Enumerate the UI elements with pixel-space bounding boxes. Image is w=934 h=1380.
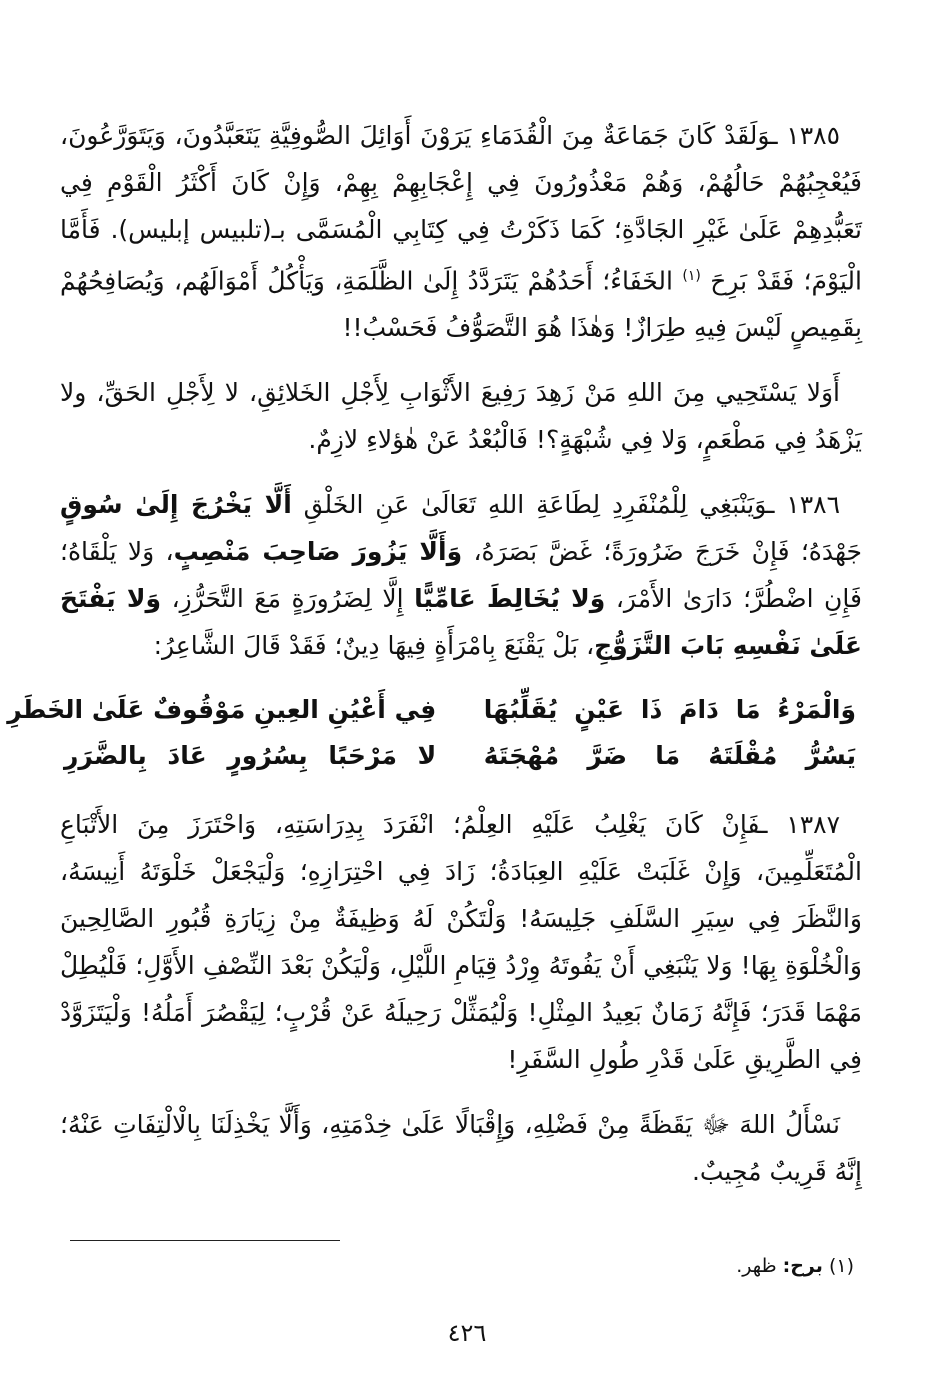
paragraph-1386 [60,481,862,669]
emphasis-text: أَلَّا يَخْرُجَ إِلَىٰ سُوقٍ [60,490,292,520]
footnote-divider [70,1240,340,1241]
verse-second-hemistich: لا مَرْحَبًا بِسُرُورٍ عَادَ بِالضَّرَرِ [64,741,437,771]
paragraph-text: ـوَيَنْبَغِي لِلْمُنْفَرِدِ لِطَاعَةِ اللهِ تَعَالَىٰ عَنِ الخَلْقِ [303,490,775,520]
paragraph-text-continued: الخَفَاءُ؛ أَحَدُهُمْ يَتَرَدَّدُ إِلَىٰ الظَّلَمَةِ، وَيَأْكُلُ أَمْوَالَهُم، وَيُصَافِحُهُمْ بِقَمِيصٍ لَيْسَ فِيهِ طِرَازٌ! وَهٰذَا هُوَ التَّصَوُّفُ فَحَسْبُ!! [60,266,862,343]
verse-first-hemistich: وَالْمَرْءُ مَا دَامَ ذَا عَيْنٍ يُقَلِّبُهَا [483,695,856,725]
paragraph-after-1385 [60,369,862,463]
closing-paragraph [60,1101,862,1195]
footnote-reference[interactable]: (١) [682,268,701,284]
emphasis-text: وَلا يُخَالِطَ عَامِّيًّا [414,584,606,614]
footnote-marker: (١) [828,1255,854,1277]
poem [7,687,862,779]
paragraph-number: ١٣٨٧ [786,810,840,840]
verse-second-hemistich: فِي أَعْيُنِ العِينِ مَوْقُوفٌ عَلَىٰ الخَطَرِ [7,695,437,725]
footnote-definition: ظهر. [736,1255,777,1277]
paragraph-text: جَهْدَهُ؛ فَإِنْ خَرَجَ ضَرُورَةً؛ غَضَّ بَصَرَهُ، [473,537,862,567]
paragraph-1387 [60,801,862,1083]
verse-first-hemistich: يَسُرُّ مُقْلَتَهُ مَا ضَرَّ مُهْجَتَهُ [483,741,856,771]
paragraph-text: أَوَلا يَسْتَحِيي مِنَ اللهِ مَنْ زَهِدَ رَفِيعَ الأَثْوَابِ لِأَجْلِ الخَلائِقِ، لا لِأَجْلِ الحَقِّ، ولا يَزْهَدُ فِي مَطْعَمٍ، وَلا فِي شُبْهَةٍ؟! فَالْبُعْدُ عَنْ هٰؤلاءِ لازِمٌ. [60,378,862,455]
poem-verse-2 [60,733,862,779]
paragraph-text: ـوَلَقَدْ كَانَ جَمَاعَةٌ مِنَ الْقُدَمَاءِ يَرَوْنَ أَوَائِلَ الصُّوفِيَّةِ يَتَعَبَّدُونَ، وَيَتَوَرَّعُونَ، فَيُعْجِبُهُمْ حَالُهُمْ، وَهُمْ مَعْذُورُونَ فِي إِعْجَابِهِمْ بِهِمْ، وَإِنْ كَانَ أَكْثَرُ الْقَوْمِ فِي تَعَبُّدِهِمْ عَلَىٰ غَيْرِ الجَادَّةِ؛ كَمَا ذَكَرْتُ فِي كِتَابِي الْمُسَمَّى بـ(تلبيس إبليس). فَأَمَّا الْيَوْمَ؛ فَقَدْ بَرِحَ [60,121,862,296]
paragraph-number: ١٣٨٦ [786,490,841,520]
paragraph-text: إِلَّا لِضَرُورَةٍ مَعَ التَّحَرُّزِ، [171,584,404,614]
emphasis-text: وَأَلَّا يَزُورَ صَاحِبَ مَنْصِبٍ [173,537,463,567]
poem-verse-1 [7,687,862,733]
footnote [736,1252,854,1280]
emphasis-text: وَلا يَفْتَحَ عَلَىٰ نَفْسِهِ بَابَ التَّزَوُّجِ [60,584,862,661]
paragraph-1385 [60,112,862,351]
paragraph-text: ـفَإِنْ كَانَ يَغْلِبُ عَلَيْهِ العِلْمُ؛ انْفَرَدَ بِدِرَاسَتِهِ، وَاحْتَرَزَ مِنَ الأَتْبَاعِ الْمُتَعَلِّمِينَ، وَإِنْ غَلَبَتْ عَلَيْهِ العِبَادَةُ؛ زَادَ فِي احْتِرَازِهِ؛ وَلْيَجْعَلْ خَلْوَتَهُ أَنِيسَهُ، وَالنَّظَرَ فِي سِيَرِ السَّلَفِ جَلِيسَهُ! وَلْتَكُنْ لَهُ وَظِيفَةٌ مِنْ زِيَارَةِ قُبُورِ الصَّالِحِينَ وَالْخُلْوَةِ بِهَا! وَلا يَنْبَغِي أَنْ يَفُوتَهُ وِرْدُ قِيَامِ اللَّيْلِ، وَلْيَكُنْ بَعْدَ النِّصْفِ الأَوَّلِ؛ فَلْيُطِلْ مَهْمَا قَدَرَ؛ فَإِنَّهُ زَمَانٌ بَعِيدُ المِثْلِ! وَلْيُمَثِّلْ رَحِيلَهُ عَنْ قُرْبٍ؛ لِيَقْصُرَ أَمَلُهُ! وَلْيَتَزَوَّدْ فِي الطَّرِيقِ عَلَىٰ قَدْرِ طُولِ السَّفَرِ! [60,810,862,1075]
paragraph-text: ، وَلا يَلْقَاهُ؛ فَإِنِ اضْطُرَّ؛ دَارَىٰ الأَمْرَ، [60,537,862,614]
paragraph-number: ١٣٨٥ [786,121,840,150]
paragraph-text: نَسْأَلُ اللهَ ﷻ يَقَظَةً مِنْ فَضْلِهِ، وَإِقْبَالًا عَلَىٰ خِدْمَتِهِ، وَأَلَّا يَخْذِلَنَا بِالْالْتِفَاتِ عَنْهُ؛ إِنَّهُ قَرِيبٌ مُجِيبٌ. [60,1110,862,1187]
paragraph-text: ، بَلْ يَقْنَعَ بِامْرَأَةٍ فِيهَا دِينٌ؛ فَقَدْ قَالَ الشَّاعِرُ: [153,631,595,661]
footnote-term: برح: [782,1255,823,1277]
page-content [7,112,862,1213]
page-number: ٤٢٦ [447,1319,487,1347]
